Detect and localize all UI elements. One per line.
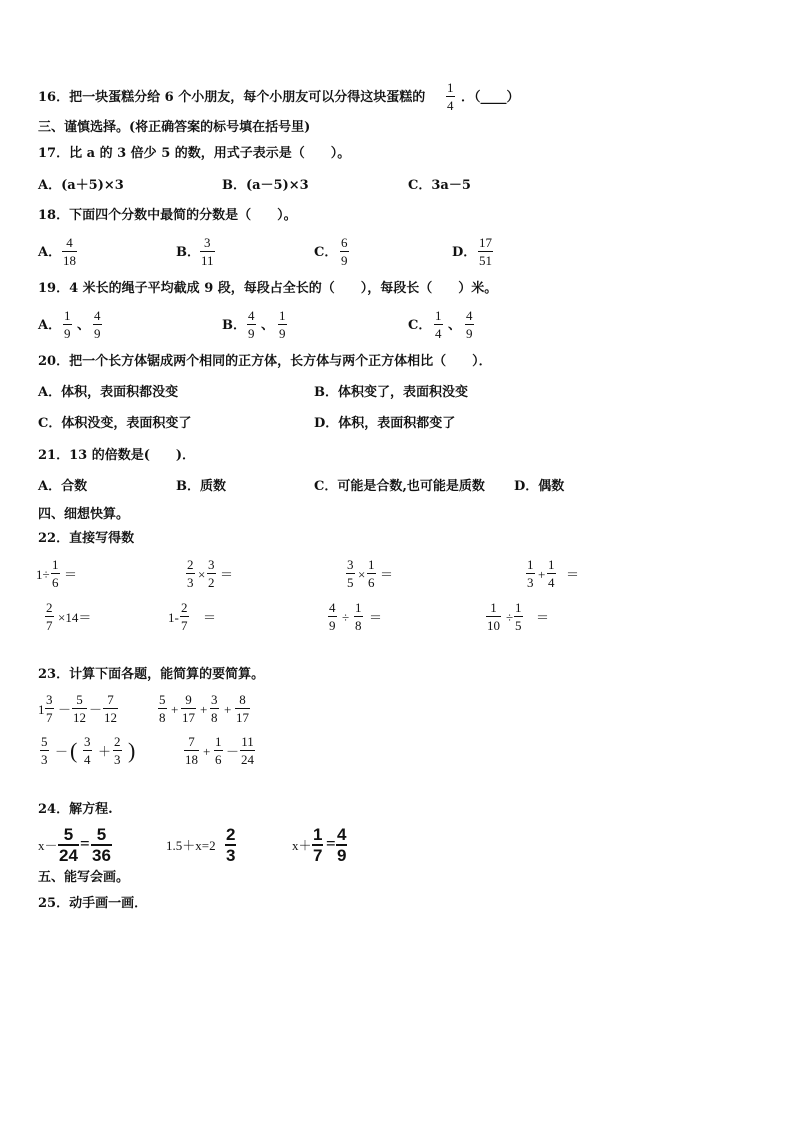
q22-e4-operator: + xyxy=(538,567,546,582)
q24-e1-fraction-2: 5 36 xyxy=(92,825,111,865)
q23-e3-fraction-3: 2 3 xyxy=(114,734,121,767)
q18-option-c-fraction: 6 9 xyxy=(341,235,348,268)
q18-option-c-label: C． xyxy=(314,245,338,260)
q23-e3-operator-2: ＋ xyxy=(98,744,112,759)
q18-option-a-fraction: 4 18 xyxy=(63,235,76,268)
q18-stem: 18．下面四个分数中最简的分数是（ ）。 xyxy=(38,208,297,223)
q23-e4-operator-2: － xyxy=(226,744,240,759)
q23-e1-fraction-1: 3 7 xyxy=(46,692,53,725)
q21-option-d: D．偶数 xyxy=(514,479,565,494)
q22-e2-fraction-2: 3 2 xyxy=(208,557,215,590)
q22-e1-prefix: 1÷ xyxy=(36,567,50,582)
q23-e3-operator-1: － xyxy=(55,744,69,759)
q24-e3-prefix: x＋ xyxy=(292,838,312,853)
q22-e7-fraction-2: 1 8 xyxy=(355,600,362,633)
q24-e2-fraction: 2 3 xyxy=(226,825,236,865)
q22-e4-equals: ＝ xyxy=(566,567,580,582)
q17-stem: 17．比 a 的 3 倍少 5 的数，用式子表示是（ ）。 xyxy=(38,146,351,161)
q18-option-b-label: B． xyxy=(176,245,200,260)
q19-option-b-label: B． xyxy=(222,318,246,333)
q22-e6-fraction: 2 7 xyxy=(181,600,188,633)
q19-option-a-separator: 、 xyxy=(77,318,91,333)
q24-e1-fraction-1: 5 24 xyxy=(59,825,78,865)
q19-option-a-fraction-1: 1 9 xyxy=(64,308,71,341)
q23-e1-fraction-3: 7 12 xyxy=(104,692,117,725)
q22-e7-fraction-1: 4 9 xyxy=(329,600,336,633)
q22-e4-fraction-2: 1 4 xyxy=(548,557,555,590)
q20-option-c: C．体积没变，表面积变了 xyxy=(38,416,192,431)
q22-e4-fraction-1: 1 3 xyxy=(527,557,534,590)
q23-e4-fraction-2: 1 6 xyxy=(215,734,222,767)
q16-answer-blank: ．（____） xyxy=(461,90,520,105)
q19-option-b-fraction-1: 4 9 xyxy=(248,308,255,341)
q22-e3-operator: × xyxy=(358,567,366,582)
q19-stem: 19．4 米长的绳子平均截成 9 段，每段占全长的（ ），每段长（ ）米。 xyxy=(38,281,498,296)
section-4-heading: 四、细想快算。 xyxy=(38,507,130,522)
q22-e8-equals: ＝ xyxy=(536,610,550,625)
q22-e8-operator: ÷ xyxy=(506,610,514,625)
q16-fraction: 1 4 xyxy=(447,80,454,113)
q22-e3-fraction-2: 1 6 xyxy=(368,557,375,590)
q17-option-c: C．3a－5 xyxy=(408,178,471,193)
section-5-heading: 五、能写会画。 xyxy=(38,870,130,885)
q17-option-a: A．(a＋5)×3 xyxy=(38,178,124,193)
q19-option-b-fraction-2: 1 9 xyxy=(279,308,286,341)
q23-e2-fraction-4: 8 17 xyxy=(236,692,249,725)
q24-e1-equals: = xyxy=(80,834,90,853)
q23-e1-operator-1: － xyxy=(58,702,72,717)
q22-e8-fraction-2: 1 5 xyxy=(515,600,522,633)
q23-e1-fraction-2: 5 12 xyxy=(73,692,86,725)
q24-e1-prefix: x－ xyxy=(38,838,58,853)
q17-option-b: B．(a－5)×3 xyxy=(222,178,309,193)
q20-option-b: B．体积变了，表面积没变 xyxy=(314,385,468,400)
q19-option-c-separator: 、 xyxy=(448,318,462,333)
q23-e4-fraction-1: 7 18 xyxy=(185,734,198,767)
q23-e1-operator-2: － xyxy=(89,702,103,717)
q23-e2-operator-2: + xyxy=(200,702,208,717)
q19-option-c-label: C． xyxy=(408,318,432,333)
q22-e1-fraction: 1 6 xyxy=(52,557,59,590)
q19-option-a-fraction-2: 4 9 xyxy=(94,308,101,341)
q22-e5-fraction: 2 7 xyxy=(46,600,53,633)
q22-e5-rest: ×14＝ xyxy=(58,610,92,625)
q23-e3-fraction-1: 5 3 xyxy=(41,734,48,767)
q19-option-c-fraction-2: 4 9 xyxy=(466,308,473,341)
q24-e3-fraction-2: 4 9 xyxy=(337,825,347,865)
q25-text: 25．动手画一画． xyxy=(38,896,148,911)
q23-e4-operator-1: + xyxy=(203,744,211,759)
q22-e6-prefix: 1- xyxy=(168,610,179,625)
q22-e3-equals: ＝ xyxy=(380,567,394,582)
q19-option-a-label: A． xyxy=(38,318,62,333)
q22-e7-equals: ＝ xyxy=(369,610,383,625)
q22-e1-equals: ＝ xyxy=(64,567,78,582)
q16-text: 16．把一块蛋糕分给 6 个小朋友，每个小朋友可以分得这块蛋糕的 xyxy=(38,90,426,105)
q23-e2-fraction-3: 3 8 xyxy=(211,692,218,725)
q23-e2-operator-3: + xyxy=(224,702,232,717)
q23-e1-whole: 1 xyxy=(38,702,45,717)
q23-e2-fraction-1: 5 8 xyxy=(159,692,166,725)
q22-e2-fraction-1: 2 3 xyxy=(187,557,194,590)
q18-option-b-fraction: 3 11 xyxy=(201,235,214,268)
q24-e2-prefix: 1.5＋x=2 xyxy=(166,838,216,853)
q22-e2-equals: ＝ xyxy=(220,567,234,582)
q23-e2-fraction-2: 9 17 xyxy=(182,692,195,725)
q22-e7-operator: ÷ xyxy=(342,610,350,625)
q22-e3-fraction-1: 3 5 xyxy=(347,557,354,590)
q21-option-a: A．合数 xyxy=(38,479,88,494)
q23-e3-right-paren: ) xyxy=(128,738,136,763)
q19-option-c-fraction-1: 1 4 xyxy=(435,308,442,341)
q24-stem: 24．解方程. xyxy=(38,802,113,817)
q23-e4-fraction-3: 11 24 xyxy=(241,734,254,767)
q24-e3-equals: = xyxy=(326,834,336,853)
q23-e3-fraction-2: 3 4 xyxy=(84,734,91,767)
q23-e3-left-paren: ( xyxy=(70,738,78,763)
q18-option-a-label: A． xyxy=(38,245,62,260)
q18-option-d-label: D． xyxy=(452,245,477,260)
q22-e6-equals: ＝ xyxy=(203,610,217,625)
q23-e2-operator-1: + xyxy=(171,702,179,717)
section-3-heading: 三、谨慎选择。(将正确答案的标号填在括号里) xyxy=(38,120,311,135)
q24-e3-fraction-1: 1 7 xyxy=(313,825,323,865)
q19-option-b-separator: 、 xyxy=(261,318,275,333)
q21-stem: 21．13 的倍数是( )． xyxy=(38,448,196,463)
q21-option-c: C．可能是合数,也可能是质数 xyxy=(314,479,485,494)
q20-option-a: A．体积，表面积都没变 xyxy=(38,385,179,400)
q22-e8-fraction-1: 1 10 xyxy=(487,600,500,633)
q20-option-d: D．体积，表面积都变了 xyxy=(314,416,456,431)
q21-option-b: B．质数 xyxy=(176,479,226,494)
q22-stem: 22．直接写得数 xyxy=(38,531,135,546)
q22-e2-operator: × xyxy=(198,567,206,582)
q20-stem: 20．把一个长方体锯成两个相同的正方体，长方体与两个正方体相比（ ）． xyxy=(38,354,492,369)
q18-option-d-fraction: 17 51 xyxy=(479,235,492,268)
q23-stem: 23．计算下面各题，能简算的要简算。 xyxy=(38,667,265,682)
